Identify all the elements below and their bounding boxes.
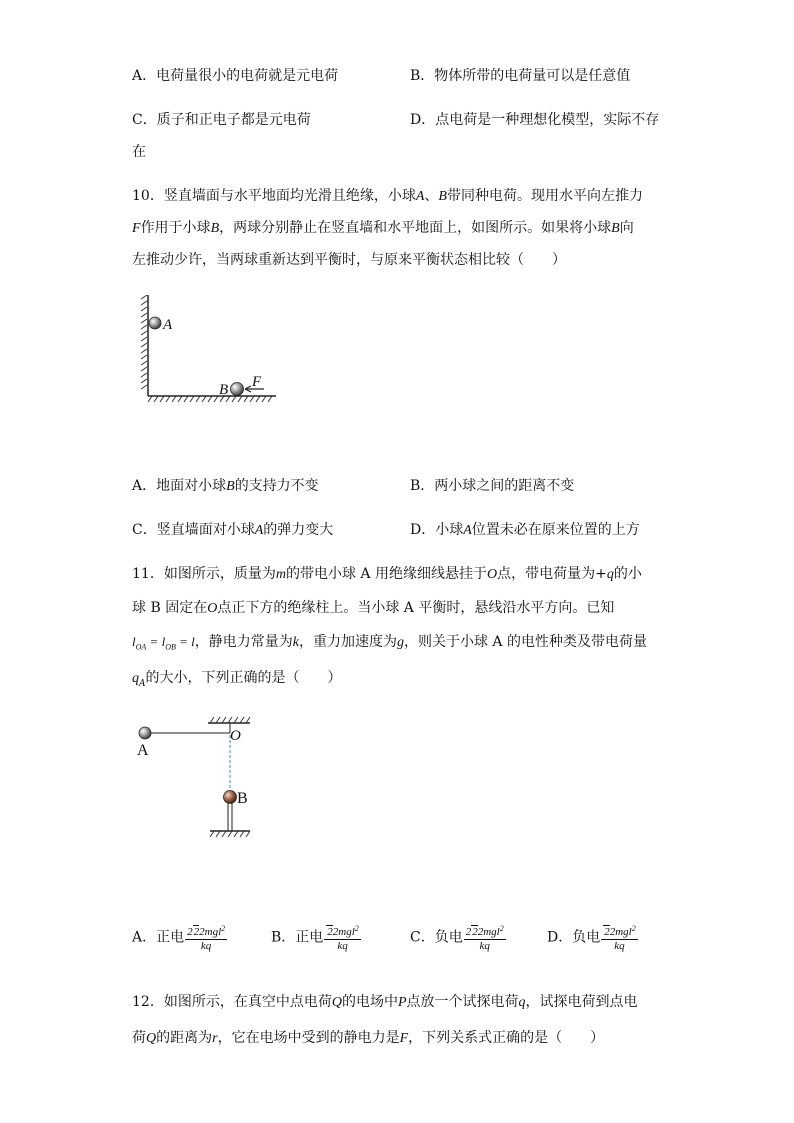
q10-figure <box>138 295 288 410</box>
q11-option-a-fraction: $\frac{222mgl^2}{kq}$ <box>187 924 226 952</box>
q11-option-d: D．负电 $\frac{22mgl^2}{kq}$ <box>547 924 636 952</box>
q10-label-a: A <box>163 317 173 333</box>
q11-option-d-fraction: $\frac{22mgl^2}{kq}$ <box>601 922 638 953</box>
q10-label-f: F <box>252 374 262 390</box>
q9-option-d-continued: 在 <box>132 144 146 160</box>
q10-option-c: C．竖直墙面对小球A的弹力变大 <box>132 522 334 538</box>
q11-label-o: O <box>230 728 241 744</box>
q11-figure <box>132 712 272 847</box>
q11-ceiling-hatch <box>210 717 250 723</box>
q11-ball-b <box>224 791 237 804</box>
q11-option-b-fraction: $\frac{22mgl^2}{kq}$ <box>324 922 361 953</box>
q12-stem-line-1: 12．如图所示，在真空中点电荷Q的电场中P点放一个试探电荷q，试探电荷到点电 <box>132 994 638 1010</box>
q9-option-a: A．电荷量很小的电荷就是元电荷 <box>132 68 339 84</box>
q10-stem-line-1: 10．竖直墙面与水平地面均光滑且绝缘，小球A、B带同种电荷。现用水平向左推力 <box>132 188 643 204</box>
q11-stem-line-3: $l_{OA} = l_{OB} = l$，静电力常量为k，重力加速度为g，则关于小球 A 的电性种类及带电荷量 <box>132 634 647 652</box>
q11-option-c: C．负电 $\frac{222mgl^2}{kq}$ <box>410 924 504 952</box>
q10-ground-hatch <box>148 396 272 402</box>
q10-stem-line-3: 左推动少许，当两球重新达到平衡时，与原来平衡状态相比较（ ） <box>132 252 566 268</box>
q10-label-b: B <box>219 382 229 398</box>
q11-stem-line-2: 球 B 固定在O点正下方的绝缘柱上。当小球 A 平衡时，悬线沿水平方向。已知 <box>132 600 615 616</box>
q11-equation: $l_{OA} = l_{OB} = l$ <box>132 634 195 652</box>
q11-stem-line-4: $q_A$的大小，下列正确的是（ ） <box>132 670 342 689</box>
q10-ball-a <box>149 317 161 329</box>
q9-option-b: B．物体所带的电荷量可以是任意值 <box>410 68 631 84</box>
q11-ball-a <box>139 727 151 739</box>
q11-option-a: A．正电 $\frac{222mgl^2}{kq}$ <box>132 924 226 952</box>
q11-option-b: B．正电 $\frac{22mgl^2}{kq}$ <box>271 924 359 952</box>
q11-option-c-fraction: $\frac{222mgl^2}{kq}$ <box>465 924 504 952</box>
q9-option-d: D．点电荷是一种理想化模型，实际不存 <box>410 112 660 128</box>
q10-ball-b <box>231 383 244 396</box>
q9-option-c: C．质子和正电子都是元电荷 <box>132 112 311 128</box>
q10-option-d: D．小球A位置未必在原来位置的上方 <box>410 522 640 538</box>
q10-stem-line-2: F作用于小球B，两球分别静止在竖直墙和水平地面上，如图所示。如果将小球B向 <box>132 220 634 236</box>
q12-stem-line-2: 荷Q的距离为r，它在电场中受到的静电力是F，下列关系式正确的是（ ） <box>132 1030 605 1046</box>
q11-stem-line-1: 11．如图所示，质量为m的带电小球 A 用绝缘细线悬挂于O点，带电荷量为+q的小 <box>132 566 642 582</box>
q11-label-a: A <box>137 742 149 759</box>
q10-option-a: A．地面对小球B的支持力不变 <box>132 478 319 494</box>
q10-wall-hatch <box>141 295 147 389</box>
q11-label-b: B <box>237 790 248 807</box>
q10-option-b: B．两小球之间的距离不变 <box>410 478 575 494</box>
q11-floor-hatch <box>210 831 250 837</box>
